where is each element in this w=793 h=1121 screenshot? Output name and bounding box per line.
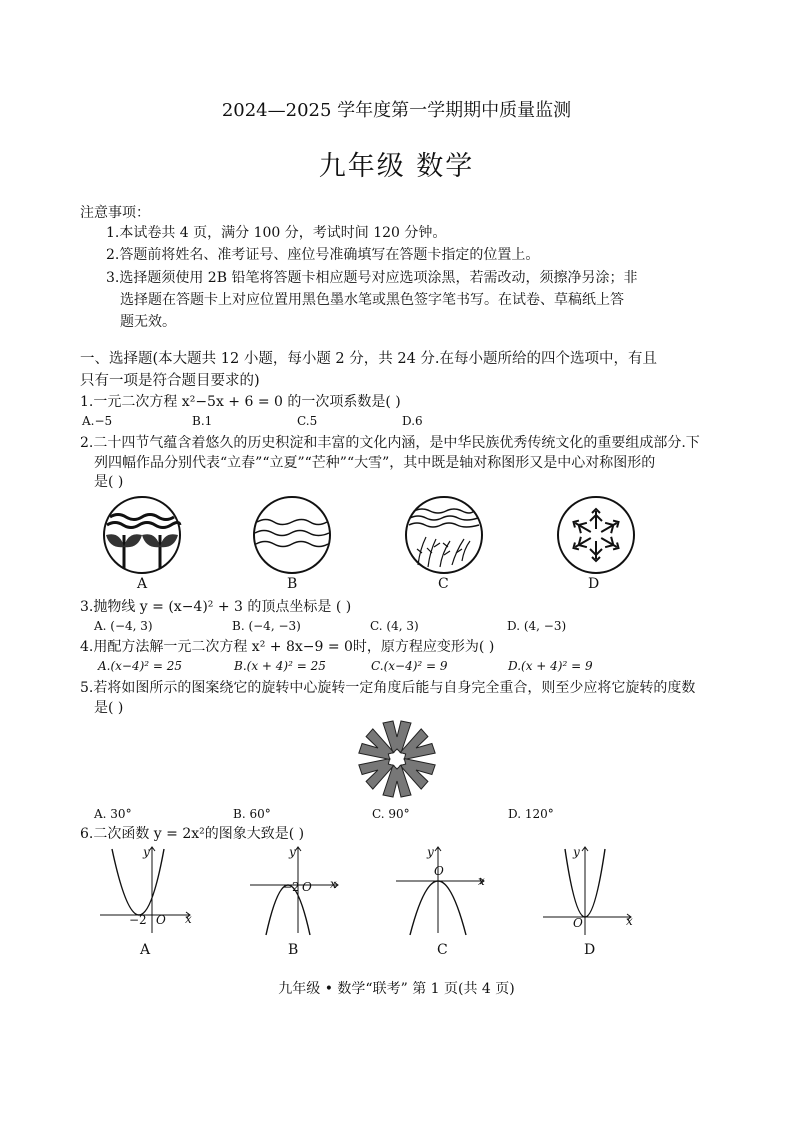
q6-graph-c	[396, 845, 491, 935]
q6-b-axis-x: x	[330, 877, 337, 891]
q6-b-axis-y: y	[289, 845, 296, 859]
q5-stem-1: 5.若将如图所示的图案绕它的旋转中心旋转一定角度后能与自身完全重合，则至少应将它旋转的度数	[80, 680, 696, 696]
q2-label-c: C	[438, 576, 449, 592]
notice-heading: 注意事项：	[80, 205, 150, 221]
q2-label-b: B	[287, 576, 298, 592]
q4-option-d: D.(x + 4)² = 9	[508, 659, 593, 673]
q2-stem-2: 列四幅作品分别代表“立春”“立夏”“芒种”“大雪”，其中既是轴对称图形又是中心对称图形的	[94, 455, 656, 471]
solar-term-daxue-figure	[556, 495, 636, 575]
q6-a-axis-x: x	[185, 912, 192, 926]
q6-c-axis-y: y	[427, 845, 434, 859]
q5-stem-2: 是( )	[94, 700, 124, 716]
q1-option-c: C.5	[297, 414, 318, 428]
q1-stem: 1.一元二次方程 x²−5x + 6 = 0 的一次项系数是( )	[80, 394, 401, 410]
solar-term-mangzhong-figure	[404, 495, 484, 575]
q1-option-d: D.6	[402, 414, 423, 428]
section-heading: 一、选择题(本大题共 12 小题，每小题 2 分，共 24 分.在每小题所给的四个选项中，有且	[80, 351, 658, 367]
q6-label-b: B	[288, 942, 299, 958]
exam-subject: 九年级 数学	[318, 151, 475, 182]
q6-b-origin: O	[302, 880, 312, 894]
q3-option-a: A. (−4, 3)	[94, 619, 153, 633]
notice-item-3: 3.选择题须使用 2B 铅笔将答题卡相应题号对应选项涂黑，若需改动，须擦净另涂；非	[106, 270, 638, 286]
notice-item-2: 2.答题前将姓名、准考证号、座位号准确填写在答题卡指定的位置上。	[106, 247, 540, 263]
q6-a-origin: O	[156, 913, 166, 927]
q3-option-d: D. (4, −3)	[507, 619, 567, 633]
q2-stem-1: 2.二十四节气蕴含着悠久的历史积淀和丰富的文化内涵，是中华民族优秀传统文化的重要组成部分.下	[80, 435, 700, 451]
q6-c-origin: O	[434, 864, 444, 878]
q6-d-origin: O	[573, 916, 583, 930]
section-heading-cont: 只有一项是符合题目要求的)	[80, 373, 260, 389]
q6-stem: 6.二次函数 y = 2x²的图象大致是( )	[80, 826, 305, 842]
q1-option-b: B.1	[192, 414, 213, 428]
solar-term-lichun-figure	[102, 495, 182, 575]
q2-label-a: A	[137, 576, 148, 592]
q3-option-c: C. (4, 3)	[370, 619, 419, 633]
q6-a-axis-y: y	[143, 845, 150, 859]
q6-b-tick: −2	[282, 880, 300, 894]
q6-d-axis-y: y	[573, 845, 580, 859]
q2-label-d: D	[588, 576, 600, 592]
notice-item-3-cont: 选择题在答题卡上对应位置用黑色墨水笔或黑色签字笔书写。在试卷、草稿纸上答	[120, 292, 624, 308]
solar-term-lixia-figure	[252, 495, 332, 575]
q1-option-a: A.−5	[82, 414, 113, 428]
q4-stem: 4.用配方法解一元二次方程 x² + 8x−9 = 0时，原方程应变形为( )	[80, 639, 495, 655]
exam-title: 2024—2025 学年度第一学期期中质量监测	[221, 100, 572, 121]
notice-item-3-end: 题无效。	[120, 314, 176, 330]
page-footer: 九年级 • 数学“联考” 第 1 页(共 4 页)	[278, 981, 515, 997]
notice-item-1: 1.本试卷共 4 页，满分 100 分，考试时间 120 分钟。	[106, 225, 447, 241]
q2-stem-3: 是( )	[94, 474, 124, 490]
q5-option-c: C. 90°	[372, 807, 410, 821]
q6-a-tick: −2	[129, 913, 147, 927]
rotation-pattern-figure	[356, 718, 438, 800]
q5-option-a: A. 30°	[94, 807, 132, 821]
q5-option-d: D. 120°	[508, 807, 554, 821]
q6-label-c: C	[437, 942, 448, 958]
q4-option-c: C.(x−4)² = 9	[371, 659, 448, 673]
q4-option-b: B.(x + 4)² = 25	[234, 659, 326, 673]
q6-d-axis-x: x	[626, 914, 633, 928]
q3-stem: 3.抛物线 y = (x−4)² + 3 的顶点坐标是 ( )	[80, 599, 352, 615]
q6-c-axis-x: x	[478, 874, 485, 888]
q4-option-a: A.(x−4)² = 25	[98, 659, 183, 673]
q6-label-a: A	[140, 942, 151, 958]
q3-option-b: B. (−4, −3)	[232, 619, 301, 633]
q5-option-b: B. 60°	[233, 807, 271, 821]
q6-graph-d	[543, 845, 638, 935]
q6-label-d: D	[584, 942, 596, 958]
